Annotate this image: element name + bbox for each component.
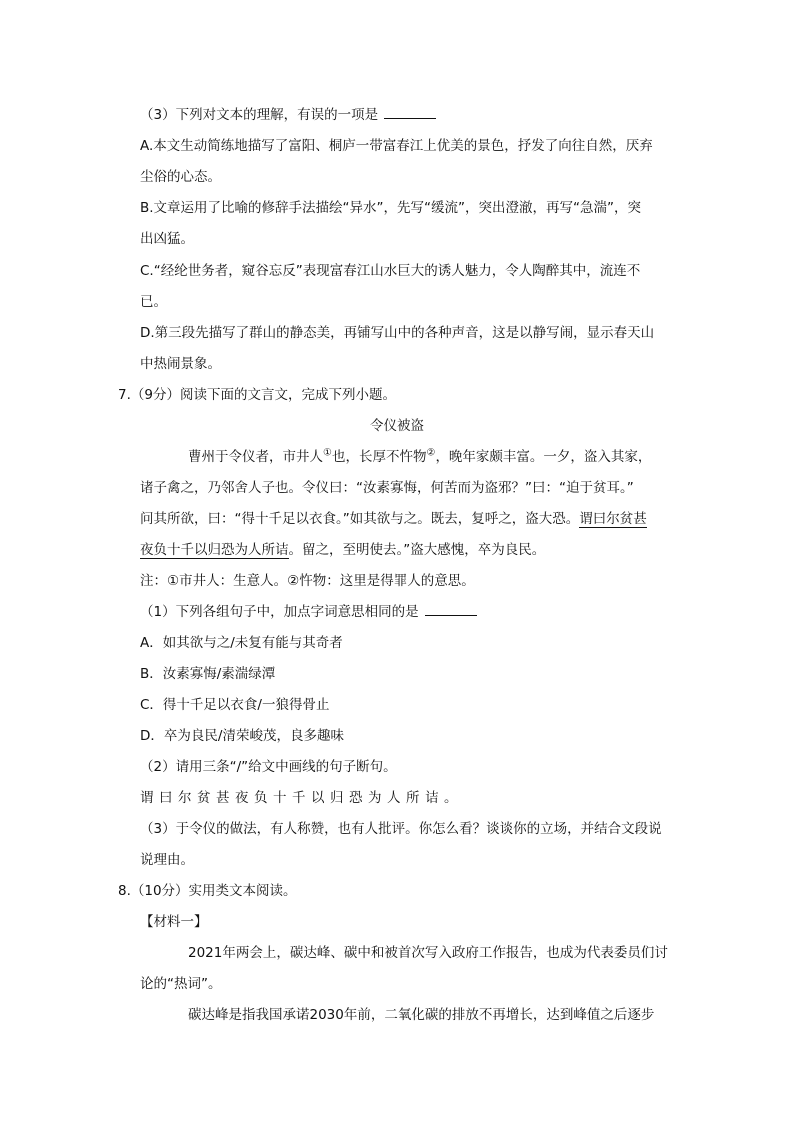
material-line2: 论的“热词”。 [140, 976, 222, 992]
option-b-line1: B.文章运用了比喻的修辞手法描绘“异水”，先写“缓流”，突出澄澈，再写“急湍”，突 [140, 200, 642, 216]
s1-option-c: C．得十千足以衣食/一狼得骨止 [140, 697, 330, 713]
passage-line4: 夜负十千以归恐为人所诘。留之，至明使去。”盗大感愧，卒为良民。 [140, 542, 546, 558]
passage-line3: 问其所欲，曰：“得十千足以衣食。”如其欲与之。既去，复呼之，盗大恐。谓曰尔贫甚 [140, 511, 647, 527]
sub-question-1: （1）下列各组句子中，加点字词意思相同的是 [140, 603, 477, 621]
q7-header: 7.（9分）阅读下面的文言文，完成下列小题。 [118, 387, 396, 403]
option-c-line2: 已。 [140, 294, 167, 310]
footnote-1-mark: ① [323, 447, 332, 459]
passage-title: 令仪被盗 [370, 418, 424, 434]
sub-question-3-line2: 说理由。 [140, 852, 194, 868]
underlined-sentence-part1: 谓曰尔贫甚 [579, 511, 647, 527]
passage-line1: 曹州于令仪者，市井人①也，长厚不忤物②，晚年家颇丰富。一夕，盗入其家， [188, 447, 652, 465]
q6-3-question: （3）下列对文本的理解，有误的一项是 [140, 106, 436, 124]
footnote-2-mark: ② [426, 447, 436, 459]
footnotes: 注：①市井人：生意人。②忤物：这里是得罪人的意思。 [140, 573, 475, 589]
s1-option-d: D．卒为良民/清荣峻茂，良多趣味 [140, 728, 344, 744]
option-c-line1: C.“经纶世务者，窥谷忘反”表现富春江山水巨大的诱人魅力，令人陶醉其中，流连不 [140, 263, 641, 279]
underlined-sentence-part2: 夜负十千以归恐为人所诘 [140, 542, 289, 558]
material-line3: 碳达峰是指我国承诺2030年前，二氧化碳的排放不再增长，达到峰值之后逐步 [188, 1007, 655, 1023]
sub-question-2: （2）请用三条“/”给文中画线的句子断句。 [140, 759, 397, 775]
material-line1: 2021年两会上，碳达峰、碳中和被首次写入政府工作报告，也成为代表委员们讨 [188, 945, 668, 961]
option-a-line2: 尘俗的心态。 [140, 169, 221, 185]
option-d-line1: D.第三段先描写了群山的静态美，再铺写山中的各种声音，这是以静写闹，显示春天山 [140, 325, 655, 341]
s1-option-b: B．汝素寡悔/素湍绿潭 [140, 666, 276, 682]
option-d-line2: 中热闹景象。 [140, 356, 221, 372]
sub-question-3-line1: （3）于令仪的做法，有人称赞，也有人批评。你怎么看？谈谈你的立场，并结合文段说 [140, 821, 662, 837]
passage-line2: 诸子禽之，乃邻舍人子也。令仪曰：“汝素寡悔，何苦而为盗邪？”曰：“迫于贫耳。” [140, 480, 634, 496]
option-a-line1: A.本文生动简练地描写了富阳、桐庐一带富春江上优美的景色，抒发了向往自然，厌弃 [140, 138, 653, 154]
s1-option-a: A．如其欲与之/未复有能与其奇者 [140, 635, 343, 651]
q8-header: 8.（10分）实用类文本阅读。 [118, 883, 297, 899]
sentence-to-punctuate: 谓曰尔贫甚夜负十千以归恐为人所诘。 [140, 790, 463, 806]
answer-blank[interactable] [425, 603, 477, 616]
answer-blank[interactable] [384, 106, 436, 119]
option-b-line2: 出凶猛。 [140, 231, 194, 247]
material-heading: 【材料一】 [140, 914, 208, 930]
